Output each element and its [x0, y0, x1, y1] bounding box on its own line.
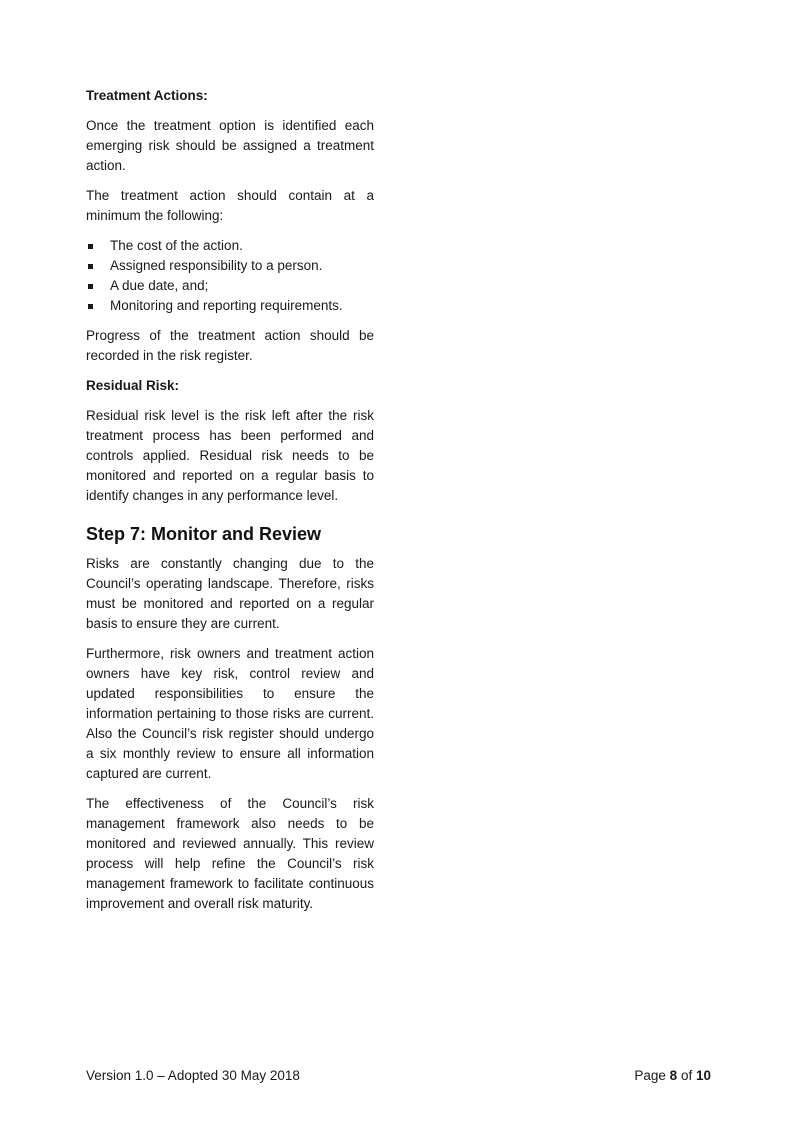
- treatment-requirements-list: [86, 236, 374, 316]
- list-item: [86, 296, 374, 316]
- step-7-heading: Step 7: Monitor and Review: [86, 524, 322, 544]
- treatment-paragraph-1: Once the treatment option is identified each emerging risk should be assigned a treatment action.: [86, 118, 374, 173]
- list-item: [86, 236, 374, 256]
- footer-version: Version 1.0 – Adopted 30 May 2018: [86, 1068, 300, 1083]
- list-item: [86, 276, 374, 296]
- monitor-paragraph-1: Risks are constantly changing due to the Council’s operating landscape. Therefore, risks must be monitored and reported on a regular basis to ensure they are current.: [86, 556, 374, 631]
- page-current: 8: [669, 1068, 678, 1083]
- treatment-paragraph-3: Progress of the treatment action should be recorded in the risk register.: [86, 328, 374, 363]
- list-item-text: A due date, and;: [110, 278, 209, 293]
- monitor-paragraph-2: Furthermore, risk owners and treatment action owners have key risk, control review and updated responsibilities to ensure the information pertaining to those risks are current. Also the Council’s risk register should undergo a six monthly review to ensure all information captured are current.: [86, 646, 374, 781]
- square-bullet-icon: [86, 256, 110, 276]
- page-of: of: [680, 1068, 693, 1083]
- treatment-paragraph-2: The treatment action should contain at a minimum the following:: [86, 188, 374, 223]
- footer-page-number: [634, 1066, 711, 1086]
- residual-risk-paragraph: Residual risk level is the risk left after the risk treatment process has been performed and controls applied. Residual risk needs to be monitored and reported on a regular basis to identify changes in any performance level.: [86, 408, 374, 503]
- square-bullet-icon: [86, 236, 110, 256]
- page-prefix: Page: [634, 1068, 666, 1083]
- residual-risk-heading: Residual Risk:: [86, 378, 180, 393]
- treatment-actions-heading: Treatment Actions:: [86, 88, 208, 103]
- list-item-text: Assigned responsibility to a person.: [110, 258, 323, 273]
- list-item-text: The cost of the action.: [110, 238, 243, 253]
- monitor-paragraph-3: The effectiveness of the Council’s risk management framework also needs to be monitored and reviewed annually. This review process will help refine the Council’s risk management framework to facilitate continuous improvement and overall risk maturity.: [86, 796, 374, 911]
- list-item: [86, 256, 374, 276]
- square-bullet-icon: [86, 276, 110, 296]
- text-column: [86, 86, 374, 924]
- square-bullet-icon: [86, 296, 110, 316]
- page-total: 10: [695, 1068, 711, 1083]
- list-item-text: Monitoring and reporting requirements.: [110, 298, 343, 313]
